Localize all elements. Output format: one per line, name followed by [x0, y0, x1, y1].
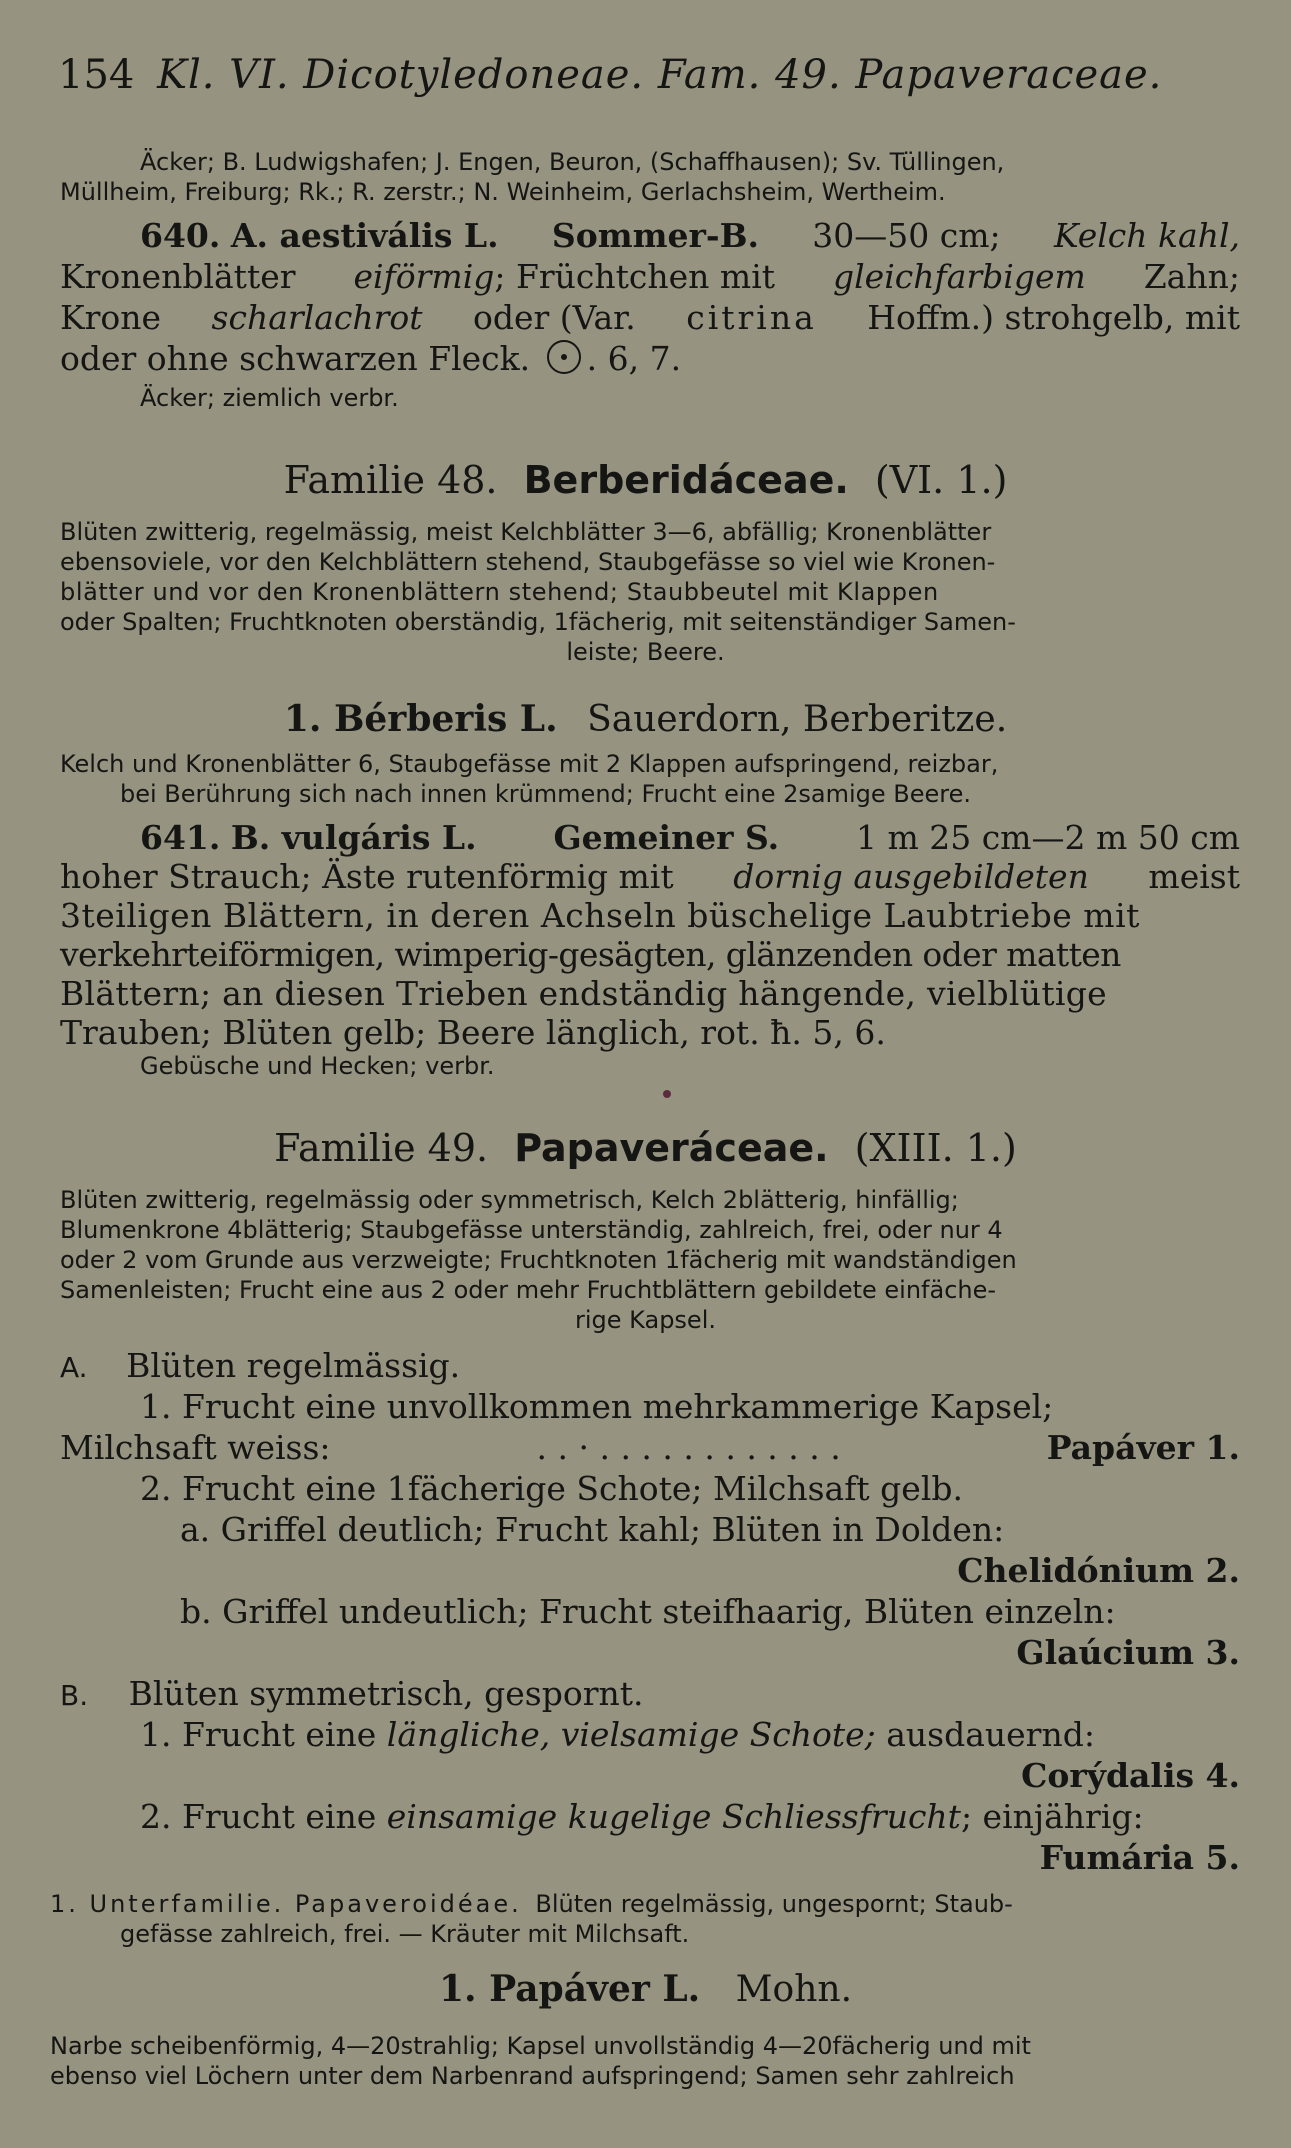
species-common-name: Gemeiner S.: [553, 818, 780, 857]
text-span: 2. Frucht eine: [140, 1797, 377, 1836]
species-calyx: Kelch kahl,: [1053, 216, 1240, 255]
text-span: ; einjährig:: [960, 1797, 1144, 1836]
text-span: Milchsaft weiss:: [60, 1428, 331, 1467]
running-head-text: Kl. VI. Dicotyledoneae. Fam. 49. Papaveraceae.: [157, 52, 1163, 98]
key-A: [60, 1346, 460, 1385]
species-name: A. aestivális L.: [230, 216, 499, 255]
text-span: ; Früchtchen mit: [494, 257, 776, 296]
key-A1-line-2: [60, 1428, 1240, 1467]
annual-symbol-icon: [547, 340, 581, 374]
family-48-heading: [0, 458, 1291, 502]
subfamily-line-1: [50, 1890, 1013, 1918]
key-B: [60, 1674, 644, 1713]
family-49-desc-4: Samenleisten; Frucht eine aus 2 oder mehr Fruchtblättern gebildete einfäche-: [60, 1276, 997, 1304]
species-641-habitat: Gebüsche und Hecken; verbr.: [140, 1052, 495, 1080]
page-number: 154: [58, 52, 135, 98]
species-641-line-1: [60, 818, 1240, 857]
key-A2a: a. Griffel deutlich; Frucht kahl; Blüten in Dolden:: [180, 1510, 1005, 1549]
genus-common-name: Sauerdorn, Berberitze.: [587, 699, 1008, 740]
text-span: eiförmig: [353, 257, 495, 296]
text-span: dornig ausgebildeten: [733, 857, 1089, 896]
key-A2b: b. Griffel undeutlich; Frucht steifhaarig, Blüten einzeln:: [180, 1592, 1116, 1631]
species-640-habitat: Äcker; ziemlich verbr.: [140, 384, 399, 412]
species-641-line-4: verkehrteiförmigen, wimperig-gesägten, glänzenden oder matten: [60, 935, 1121, 974]
subfamily-line-2: gefässe zahlreich, frei. — Kräuter mit Milchsaft.: [120, 1920, 690, 1948]
genus-title: 1. Papáver L.: [438, 1968, 701, 2010]
key-A2a-result: Chelidónium 2.: [957, 1551, 1240, 1590]
family-system: (XIII. 1.): [854, 1126, 1017, 1170]
genus-berberis-desc-2: bei Berührung sich nach innen krümmend; Frucht eine 2samige Beere.: [120, 780, 971, 808]
key-letter: A.: [60, 1351, 88, 1384]
family-48-desc-5: leiste; Beere.: [566, 638, 725, 666]
family-49-desc-2: Blumenkrone 4blätterig; Staubgefässe unterständig, zahlreich, frei, oder nur 4: [60, 1216, 1003, 1244]
text-span: Zahn;: [1143, 257, 1240, 296]
text-span: Blüten symmetrisch, gespornt.: [128, 1674, 644, 1713]
text-span: gleichfarbigem: [833, 257, 1086, 296]
family-48-desc-4: oder Spalten; Fruchtknoten oberständig, 1fächerig, mit seitenständiger Samen-: [60, 608, 1016, 636]
text-span: oder ohne schwarzen Fleck.: [60, 339, 531, 378]
genus-common-name: Mohn.: [735, 1969, 853, 2010]
genus-berberis-desc-1: Kelch und Kronenblätter 6, Staubgefässe mit 2 Klappen aufspringend, reizbar,: [60, 750, 999, 778]
text-span: scharlachrot: [211, 298, 423, 337]
family-49-heading: [0, 1126, 1291, 1170]
species-641-line-5: Blättern; an diesen Trieben endständig hängende, vielblütige: [60, 974, 1107, 1013]
text-span: einsamige kugelige Schliessfrucht: [386, 1797, 961, 1836]
key-B1: [140, 1715, 1095, 1754]
subfamily-name: 1. Unterfamilie. Papaveroidéae.: [50, 1890, 522, 1918]
running-head: [58, 52, 1162, 98]
species-name: B. vulgáris L.: [230, 818, 477, 857]
leader-dots: . . · . . . . . . . . . . . .: [536, 1428, 841, 1467]
family-48-desc-3: blätter und vor den Kronenblättern stehend; Staubbeutel mit Klappen: [60, 578, 939, 606]
text-span: hoher Strauch; Äste rutenförmig mit: [60, 857, 674, 896]
species-number: 640.: [140, 216, 221, 255]
genus-papaver-desc-1: Narbe scheibenförmig, 4—20strahlig; Kapsel unvollständig 4—20fächerig und mit: [50, 2032, 1031, 2060]
genus-berberis-heading: [0, 698, 1291, 740]
family-49-desc-5: rige Kapsel.: [575, 1306, 716, 1334]
species-size: 30—50 cm;: [812, 216, 1001, 255]
text-span: Kronenblätter: [60, 257, 296, 296]
text-span: 1. Frucht eine: [140, 1715, 377, 1754]
species-640-line-1: [60, 216, 1240, 255]
text-span: Hoffm.) strohgelb, mit: [867, 298, 1240, 337]
genus-papaver-desc-2: ebenso viel Löchern unter dem Narbenrand aufspringend; Samen sehr zahlreich: [50, 2062, 1015, 2090]
key-A1-line-1: [140, 1387, 1240, 1426]
family-name: Berberidáceae.: [523, 458, 849, 502]
genus-papaver-heading: [0, 1968, 1291, 2010]
species-size: 1 m 25 cm—2 m 50 cm: [855, 818, 1240, 857]
family-system: (VI. 1.): [874, 458, 1008, 502]
key-B2: [140, 1797, 1144, 1836]
key-A2: 2. Frucht eine 1fächerige Schote; Milchsaft gelb.: [140, 1469, 964, 1508]
key-letter: B.: [60, 1679, 89, 1712]
text-span: Blüten regelmässig.: [126, 1346, 461, 1385]
species-640-line-2: [60, 257, 1240, 296]
species-641-line-3: 3teiligen Blättern, in deren Achseln büschelige Laubtriebe mit: [60, 896, 1140, 935]
text-span: Blüten zwitterig, regelmässig, meist Kelchblätter 3—6, abfällig; Kronenblätter: [60, 518, 992, 546]
key-result: Papáver 1.: [1046, 1428, 1240, 1467]
text-span: 1. Frucht eine unvollkommen mehrkammerige Kapsel;: [140, 1387, 1054, 1426]
localities-line-2: Müllheim, Freiburg; Rk.; R. zerstr.; N. Weinheim, Gerlachsheim, Wertheim.: [60, 178, 946, 206]
species-common-name: Sommer-B.: [551, 216, 760, 255]
localities-line: [60, 148, 1240, 176]
family-name: Papaveráceae.: [514, 1126, 829, 1170]
text-span: . 6, 7.: [586, 339, 682, 378]
family-48-desc-2: ebensoviele, vor den Kelchblättern stehend, Staubgefässe so viel wie Kronen-: [60, 548, 996, 576]
text-span: meist: [1148, 857, 1240, 896]
text-span: oder (Var.: [473, 298, 636, 337]
species-640-line-3: [60, 298, 1240, 337]
family-prefix: Familie 48.: [283, 458, 498, 502]
text-span: citrina: [686, 298, 817, 337]
species-number: 641.: [140, 818, 221, 857]
family-49-desc-1: Blüten zwitterig, regelmässig oder symmetrisch, Kelch 2blätterig, hinfällig;: [60, 1186, 959, 1214]
family-prefix: Familie 49.: [274, 1126, 489, 1170]
species-640-line-4: [60, 339, 681, 378]
species-641-line-2: [60, 857, 1240, 896]
key-A2b-result: Glaúcium 3.: [1016, 1633, 1240, 1672]
key-B1-result: Corýdalis 4.: [1021, 1756, 1240, 1795]
genus-title: 1. Bérberis L.: [283, 698, 558, 740]
print-speck: [663, 1090, 671, 1098]
text-span: Krone: [60, 298, 162, 337]
localities-line-1: Äcker; B. Ludwigshafen; J. Engen, Beuron, (Schaffhausen); Sv. Tüllingen,: [140, 148, 1005, 176]
text-span: längliche, vielsamige Schote;: [386, 1715, 876, 1754]
family-49-desc-3: oder 2 vom Grunde aus verzweigte; Fruchtknoten 1fächerig mit wandständigen: [60, 1246, 1017, 1274]
key-B2-result: Fumária 5.: [1039, 1838, 1240, 1877]
species-641-line-6: Trauben; Blüten gelb; Beere länglich, rot. ħ. 5, 6.: [60, 1013, 886, 1052]
family-48-desc-1: [60, 518, 1240, 546]
text-span: Blüten regelmässig, ungespornt; Staub-: [535, 1890, 1013, 1918]
text-span: ausdauernd:: [886, 1715, 1095, 1754]
